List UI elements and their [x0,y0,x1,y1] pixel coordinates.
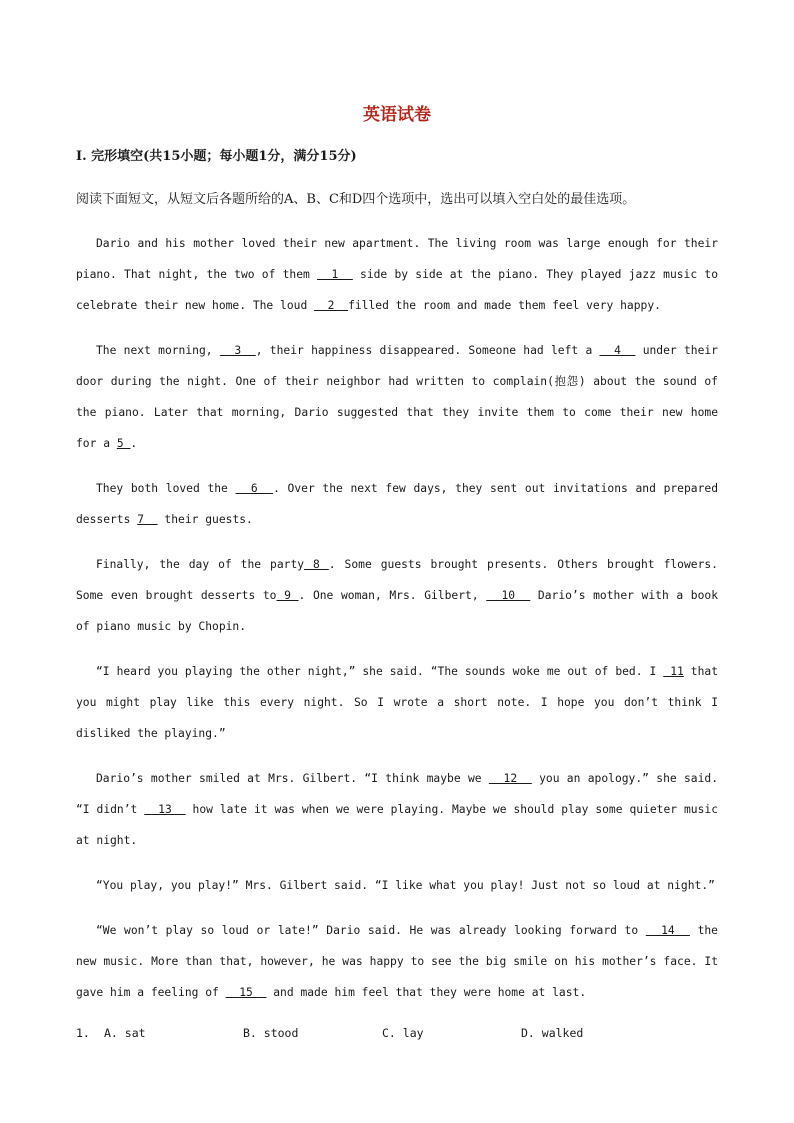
passage-text: The next morning, [96,344,220,357]
blank-number: 8 [304,558,329,571]
passage-text: “I heard you playing the other night,” she said. “The sounds woke me out of bed. I [96,665,664,678]
blank-number: 7 [137,513,158,526]
passage-text: Dario and his mother loved their new apartment. The living room was large enough for their piano. That night, the two of them [76,237,718,281]
passage-text: and made him feel that they were home at last. [266,986,587,999]
blank-number: 15 [225,986,267,999]
passage-paragraph [76,763,718,856]
passage-text: , their happiness disappeared. Someone had left a [255,344,600,357]
blank-number: 1 [317,268,353,281]
option-b: B. stood [243,1026,299,1040]
passage-text: how late it was when we were playing. Maybe we should play some quieter music at night. [76,803,719,847]
passage-text: They both loved the [96,482,236,495]
blank-number: 11 [663,665,684,678]
passage-paragraph [76,549,718,642]
option-d: D. walked [521,1026,584,1040]
passage-paragraph [76,473,718,535]
passage-text: “You play, you play!” Mrs. Gilbert said. “I like what you play! Just not so loud at night.” [96,879,715,892]
passage-paragraph [76,228,718,321]
cloze-passage [76,228,718,1022]
passage-text: the new music. More than that, however, he was happy to see the big smile on his mother’s face. It gave him a feeling of [76,924,718,999]
passage-text: that you might play like this every night. So I wrote a short note. I hope you don’t think I disliked the playing.” [76,665,718,740]
passage-text: Finally, the day of the party [96,558,305,571]
passage-text: filled the room and made them feel very happy. [348,299,661,312]
passage-paragraph [76,915,718,1008]
passage-paragraph [76,870,718,901]
blank-number: 3 [219,344,256,357]
blank-number: 13 [144,803,186,816]
blank-number: 12 [488,772,532,785]
passage-text: . Over the next few days, they sent out invitations and prepared desserts [76,482,718,526]
blank-number: 9 [276,589,299,602]
page-title: 英语试卷 [363,105,431,125]
passage-text: . [130,437,138,450]
blank-number: 5 [116,437,131,450]
passage-text: side by side at the piano. They played jazz music to celebrate their new home. The loud [76,268,718,312]
blank-number: 4 [599,344,636,357]
passage-text: under their door during the night. One of their neighbor had written to complain(抱怨) about the sound of the piano. Later that morning, Dario suggested that they invite them to come their new home for a [76,344,718,450]
passage-text: “We won’t play so loud or late!” Dario said. He was already looking forward to [96,924,646,937]
question-1 [76,1026,660,1040]
blank-number: 2 [314,299,349,312]
option-c: C. lay [382,1026,424,1040]
passage-text: . Some guests brought presents. Others brought flowers. Some even brought desserts to [76,558,718,602]
passage-text: Dario’s mother with a book of piano music by Chopin. [76,589,718,633]
blank-number: 14 [645,924,690,937]
blank-number: 10 [486,589,531,602]
question-number: 1. [76,1026,90,1040]
instructions: 阅读下面短文，从短文后各题所给的A、B、C和D四个选项中，选出可以填入空白处的最佳选项。 [76,192,636,207]
passage-text: their guests. [157,513,253,526]
section-heading: I. 完形填空(共15小题；每小题1分，满分15分) [76,149,357,164]
option-a: A. sat [104,1026,146,1040]
passage-text: you an apology.” she said. “I didn’t [76,772,718,816]
passage-paragraph [76,335,718,459]
blank-number: 6 [235,482,274,495]
passage-text: . One woman, Mrs. Gilbert, [298,589,487,602]
passage-text: Dario’s mother smiled at Mrs. Gilbert. “I think maybe we [96,772,489,785]
passage-paragraph [76,656,718,749]
